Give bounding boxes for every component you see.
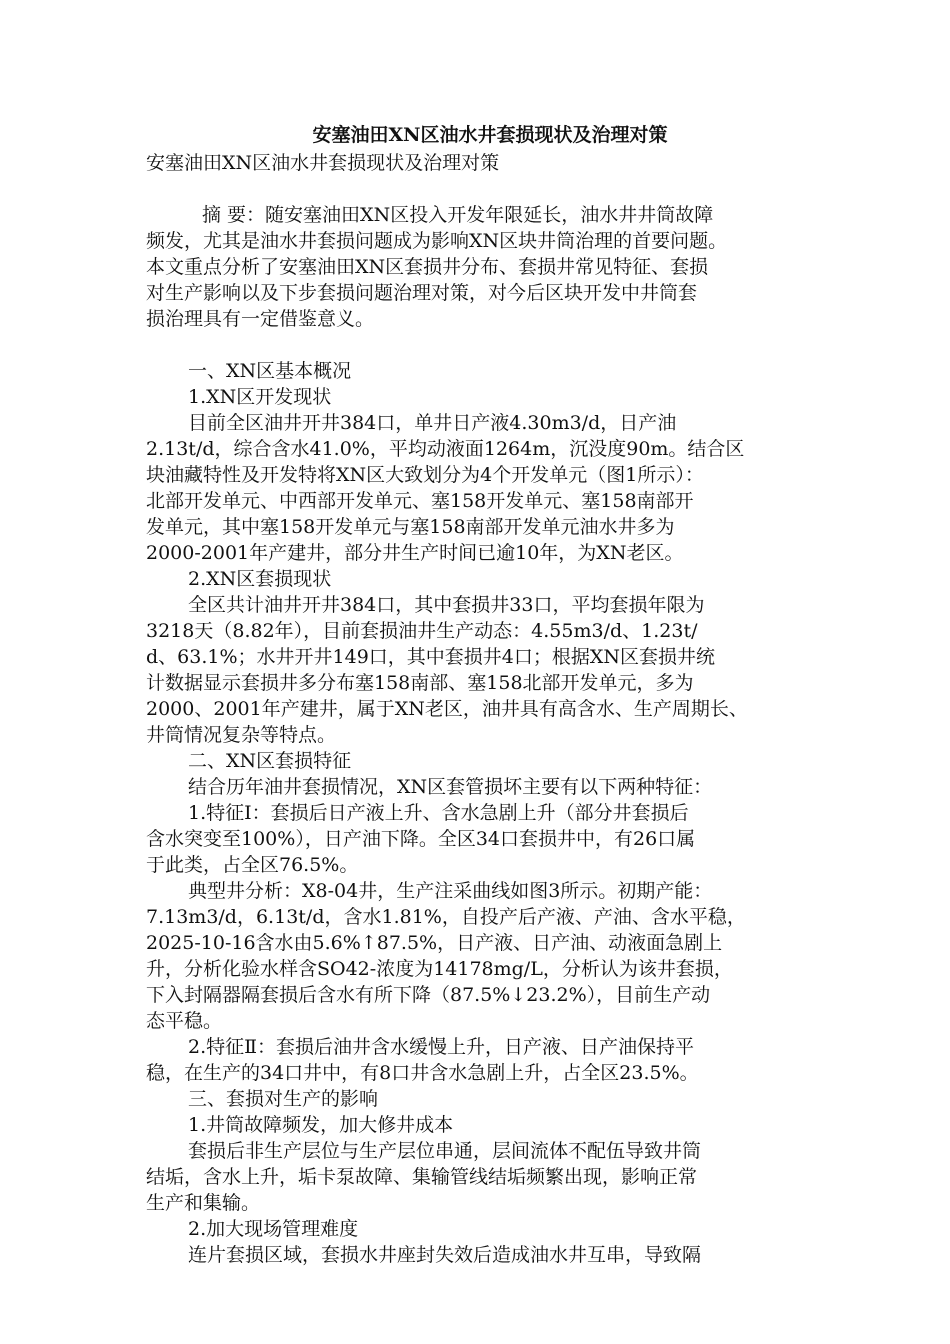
abstract-line: 摘 要：随安塞油田XN区投入开发年限延长，油水井井筒故障 <box>202 204 714 226</box>
body-line: 升，分析化验水样含SO42-浓度为14178mg/L，分析认为该井套损， <box>146 958 733 980</box>
document-page <box>146 120 816 1268</box>
body-line: 连片套损区域，套损水井座封失效后造成油水井互串，导致隔 <box>188 1244 702 1266</box>
body-line: 2025-10-16含水由5.6%↑87.5%，日产液、日产油、动液面急剧上 <box>146 932 723 954</box>
body-line: 1.特征Ⅰ：套损后日产液上升、含水急剧上升（部分井套损后 <box>188 802 689 824</box>
body-line: 稳，在生产的34口井中，有8口井含水急剧上升，占全区23.5%。 <box>146 1062 699 1084</box>
blank-line <box>146 176 816 202</box>
body-line: 7.13m3/d，6.13t/d，含水1.81%，自投产后产液、产油、含水平稳， <box>146 906 746 928</box>
abstract-line: 对生产影响以及下步套损问题治理对策，对今后区块开发中井筒套 <box>146 282 698 304</box>
body-line: 结合历年油井套损情况，XN区套管损坏主要有以下两种特征： <box>188 776 713 798</box>
section-heading: 二、XN区套损特征 <box>188 750 352 772</box>
body-line: 2.13t/d，综合含水41.0%，平均动液面1264m，沉没度90m。结合区 <box>146 438 745 460</box>
body-line: 计数据显示套损井多分布塞158南部、塞158北部开发单元，多为 <box>146 672 694 694</box>
section-heading: 一、XN区基本概况 <box>188 360 352 382</box>
blank-line <box>146 332 816 358</box>
body-line: 3218天（8.82年），目前套损油井生产动态：4.55m3/d、1.23t/ <box>146 620 698 642</box>
body-line: 安塞油田XN区油水井套损现状及治理对策 <box>146 152 500 174</box>
body-line: 全区共计油井开井384口，其中套损井33口，平均套损年限为 <box>188 594 705 616</box>
subsection-heading: 1.XN区开发现状 <box>188 386 332 408</box>
section-heading: 三、套损对生产的影响 <box>188 1088 379 1110</box>
body-line: 2000-2001年产建井，部分井生产时间已逾10年，为XN老区。 <box>146 542 684 564</box>
body-line: 含水突变至100%），日产油下降。全区34口套损井中，有26口属 <box>146 828 696 850</box>
body-line: 目前全区油井开井384口，单井日产液4.30m3/d，日产油 <box>188 412 677 434</box>
subsection-heading: 2.XN区套损现状 <box>188 568 332 590</box>
body-line: 结垢，含水上升，垢卡泵故障、集输管线结垢频繁出现，影响正常 <box>146 1166 698 1188</box>
abstract-line: 频发，尤其是油水井套损问题成为影响XN区块井筒治理的首要问题。 <box>146 230 728 252</box>
body-line: d、63.1%；水井开井149口，其中套损井4口；根据XN区套损井统 <box>146 646 716 668</box>
body-line: 井筒情况复杂等特点。 <box>146 724 337 746</box>
body-line: 生产和集输。 <box>146 1192 261 1214</box>
document-title: 安塞油田XN区油水井套损现状及治理对策 <box>312 124 668 146</box>
body-line: 块油藏特性及开发特将XN区大致划分为4个开发单元（图1所示）： <box>146 464 704 486</box>
body-line: 2.特征Ⅱ：套损后油井含水缓慢上升，日产液、日产油保持平 <box>188 1036 695 1058</box>
body-line: 典型井分析：X8-04井，生产注采曲线如图3所示。初期产能： <box>188 880 713 902</box>
body-line: 发单元，其中塞158开发单元与塞158南部开发单元油水井多为 <box>146 516 675 538</box>
subsection-heading: 2.加大现场管理难度 <box>188 1218 359 1240</box>
body-line: 2000、2001年产建井，属于XN老区，油井具有高含水、生产周期长、 <box>146 698 748 720</box>
abstract-line: 损治理具有一定借鉴意义。 <box>146 308 375 330</box>
body-line: 下入封隔器隔套损后含水有所下降（87.5%↓23.2%），目前生产动 <box>146 984 711 1006</box>
body-line: 于此类，占全区76.5%。 <box>146 854 359 876</box>
body-line: 套损后非生产层位与生产层位串通，层间流体不配伍导致井筒 <box>188 1140 702 1162</box>
body-line: 北部开发单元、中西部开发单元、塞158开发单元、塞158南部开 <box>146 490 694 512</box>
subsection-heading: 1.井筒故障频发，加大修井成本 <box>188 1114 454 1136</box>
body-line: 态平稳。 <box>146 1010 223 1032</box>
abstract-line: 本文重点分析了安塞油田XN区套损井分布、套损井常见特征、套损 <box>146 256 709 278</box>
